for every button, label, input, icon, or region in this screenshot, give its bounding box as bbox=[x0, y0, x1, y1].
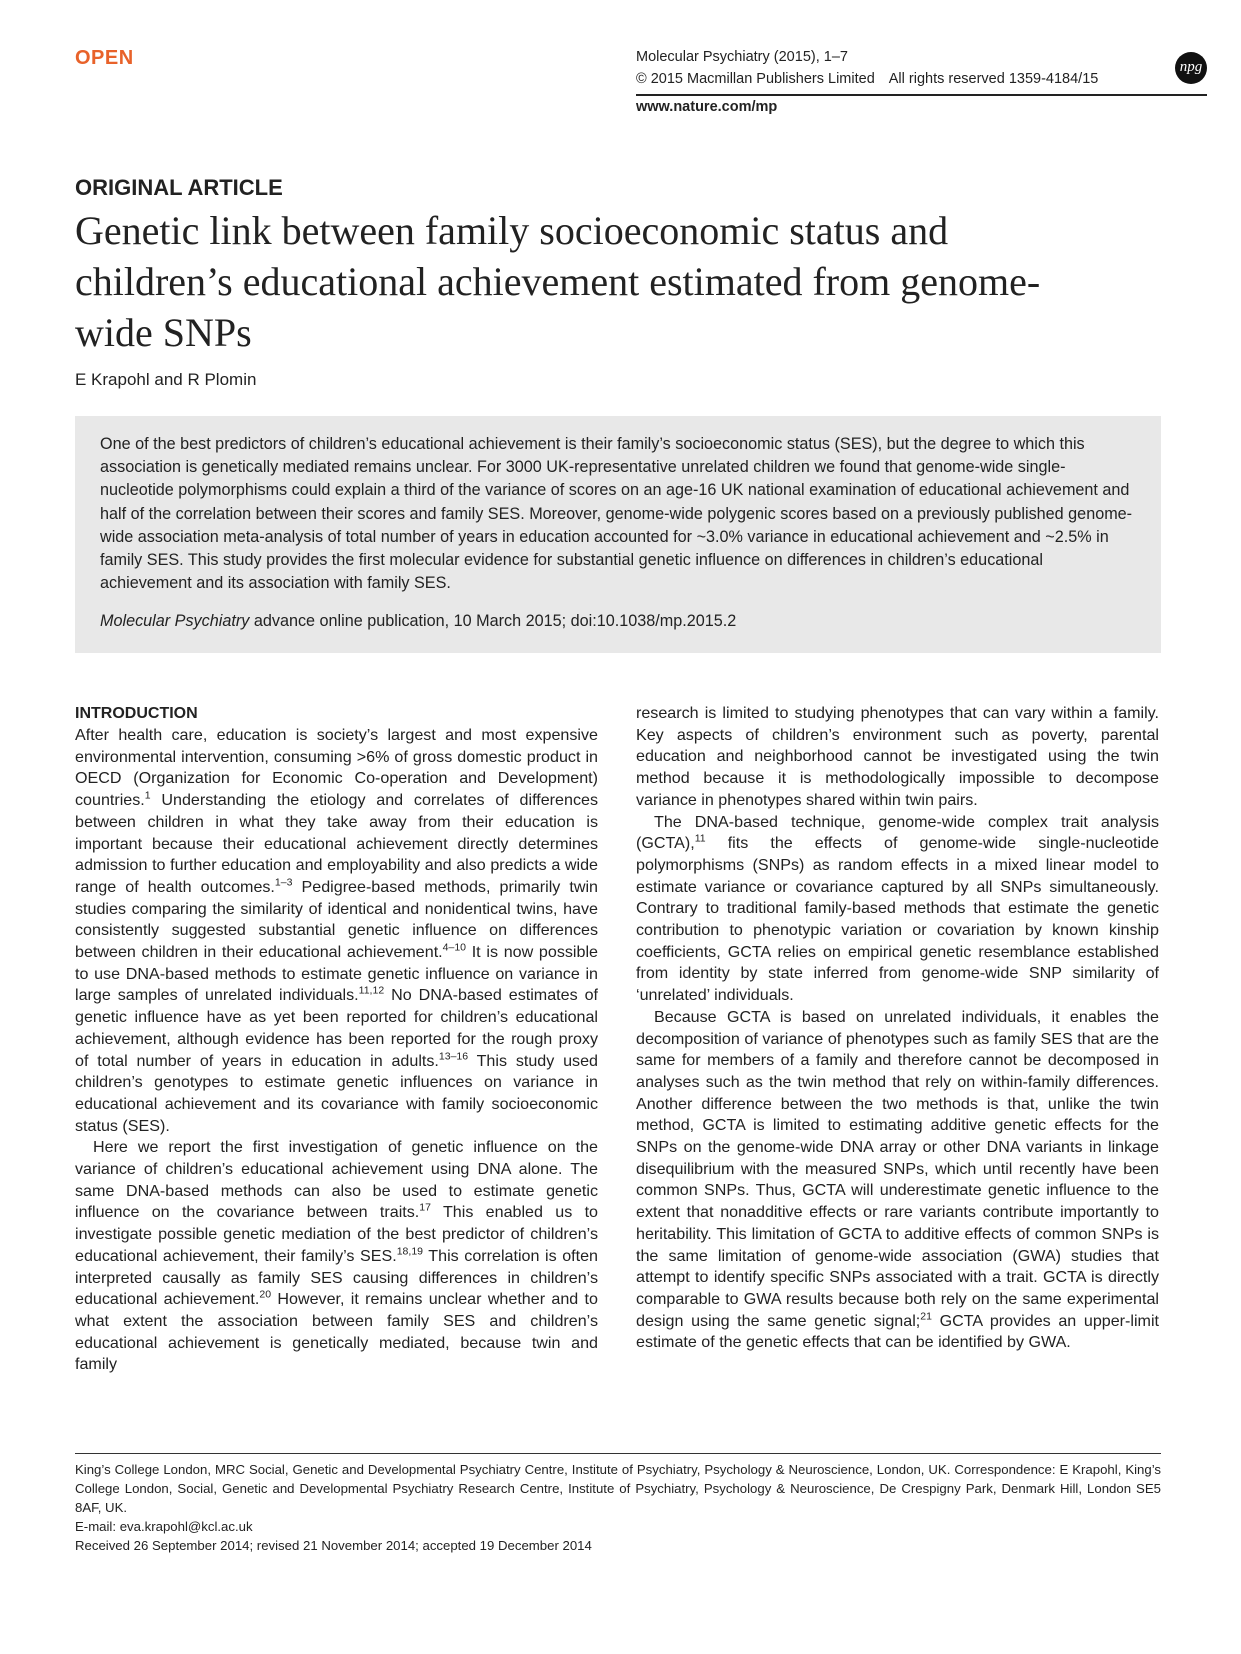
correspondence-email[interactable]: E-mail: eva.krapohl@kcl.ac.uk bbox=[75, 1519, 253, 1534]
journal-info bbox=[636, 46, 1098, 90]
article-title: Genetic link between family socioeconomic status and children’s educational achievement estimated from genome-wide SNPs bbox=[75, 208, 1041, 355]
text-run: The DNA-based technique, genome-wide complex trait analysis (GCTA), bbox=[636, 812, 1159, 853]
authors: E Krapohl and R Plomin bbox=[75, 370, 257, 389]
text-run: However, it remains unclear whether and to what extent the association between family SES and children’s educational achievement is genetically mediated, because twin and family bbox=[75, 1290, 598, 1374]
text-run: After health care, education is society’s largest and most expensive environmental intervention, consuming >6% of gross domestic product in OECD (Organization for Economic Co-operation and Development) countries. bbox=[75, 726, 598, 810]
body-column-right bbox=[636, 703, 1159, 1354]
citation-journal: Molecular Psychiatry bbox=[100, 612, 250, 631]
text-run: This correlation is often interpreted causally as family SES causing differences in children’s educational achievement. bbox=[75, 1246, 598, 1309]
footnote-divider bbox=[75, 1453, 1161, 1454]
open-access-label: OPEN bbox=[75, 47, 134, 69]
rights-statement: All rights reserved 1359-4184/15 bbox=[888, 71, 1099, 87]
reference-superscript[interactable]: 1 bbox=[144, 789, 151, 802]
copyright: © 2015 Macmillan Publishers Limited bbox=[636, 71, 875, 87]
paragraph bbox=[636, 812, 1159, 1007]
text-run: fits the effects of genome-wide single-nucleotide polymorphisms (SNPs) as random effects in a mixed linear model to estimate variance or covariance captured by all SNPs simultaneously. Contrary to traditional family-based methods that estimate the genetic contribution to phenotypic variation or covariation by known kinship coefficients, GCTA relies on empirical genetic resemblance established from identity by state inferred from genome-wide SNP similarity of ‘unrelated’ individuals. bbox=[636, 834, 1159, 1005]
text-run: GCTA provides an upper-limit estimate of the genetic effects that can be identified by GWA. bbox=[636, 1311, 1159, 1352]
header-divider bbox=[636, 94, 1207, 96]
received-dates: Received 26 September 2014; revised 21 November 2014; accepted 19 December 2014 bbox=[75, 1538, 592, 1553]
text-run: This enabled us to investigate possible genetic mediation of the best predictor of children’s educational achievement, their family’s SES. bbox=[75, 1203, 598, 1265]
reference-superscript[interactable]: 17 bbox=[419, 1202, 431, 1215]
footnote bbox=[75, 1460, 1161, 1555]
section-heading-introduction: INTRODUCTION bbox=[75, 705, 198, 722]
affiliation: King’s College London, MRC Social, Genetic and Developmental Psychiatry Centre, Institute of Psychiatry, Psychology & Neuroscience, London, UK. Correspondence: E Krapohl, King’s College London, Social, Genetic and Developmental Psychiatry Research Centre, Institute of Psychiatry, Psychology & Neuroscience, De Crespigny Park, Denmark Hill, London SE5 8AF, UK. bbox=[75, 1462, 1161, 1515]
npg-logo-icon: npg bbox=[1175, 52, 1207, 84]
paragraph bbox=[75, 1137, 598, 1376]
text-run: It is now possible to use DNA-based methods to estimate genetic influence on variance in large samples of unrelated individuals. bbox=[75, 943, 598, 1005]
text-run: Because GCTA is based on unrelated individuals, it enables the decomposition of variance of phenotypes such as family SES that are the same for members of a family and therefore cannot be decomposed in analyses such as the twin method that rely on within-family differences. Another difference between the two methods is that, unlike the twin method, GCTA is limited to estimating additive genetic effects for the SNPs on the genome-wide DNA array or other DNA variants in linkage disequilibrium with the measured SNPs, which until recently have been common SNPs. Thus, GCTA will underestimate genetic influence to the extent that nonadditive effects or rare variants contribute importantly to heritability. This limitation of GCTA to additive effects of common SNPs is the same limitation of genome-wide association (GWA) studies that attempt to identify specific SNPs associated with a trait. GCTA is directly comparable to GWA results because both rely on the same experimental design using the same genetic signal; bbox=[636, 1007, 1159, 1330]
reference-superscript[interactable]: 21 bbox=[920, 1310, 932, 1323]
text-run: This study used children’s genotypes to estimate genetic influences on variance in educational achievement and its covariance with family socioeconomic status (SES). bbox=[75, 1051, 598, 1135]
text-run: Here we report the first investigation of genetic influence on the variance of children’s educational achievement using DNA alone. The same DNA-based methods can also be used to estimate genetic influence on the covariance between traits. bbox=[75, 1138, 598, 1222]
paragraph bbox=[75, 725, 598, 1137]
citation-line bbox=[100, 612, 1136, 631]
paragraph: research is limited to studying phenotypes that can vary within a family. Key aspects of children’s environment such as poverty, parental education and neighborhood cannot be investigated using the twin method because it is methodologically impossible to decompose variance in phenotypes shared within twin pairs. bbox=[636, 704, 1159, 809]
reference-superscript[interactable]: 1–3 bbox=[274, 876, 293, 889]
text-run: Pedigree-based methods, primarily twin studies comparing the similarity of identical and nonidentical twins, have consistently suggested substantial genetic influence on differences between children in their educational achievement. bbox=[75, 877, 599, 962]
text-run: Understanding the etiology and correlates of differences between children in what they take away from their education is important because their educational achievement directly determines admission to further education and employability and also predicts a wide range of health outcomes. bbox=[75, 791, 598, 896]
abstract-box bbox=[75, 416, 1161, 653]
text-run: No DNA-based estimates of genetic influence have as yet been reported for children’s educational achievement, although evidence has been reported for the rough proxy of total number of years in education in adults. bbox=[75, 986, 598, 1070]
article-type: ORIGINAL ARTICLE bbox=[75, 175, 283, 200]
abstract-text: One of the best predictors of children’s educational achievement is their family’s socioeconomic status (SES), but the degree to which this association is genetically mediated remains unclear. For 3000 UK-representative unrelated children we found that genome-wide single-nucleotide polymorphisms could explain a third of the variance of scores on an age-16 UK national examination of educational achievement and half of the correlation between their scores and family SES. Moreover, genome-wide polygenic scores based on a previously published genome-wide association meta-analysis of total number of years in education accounted for ~3.0% variance in educational achievement and ~2.5% in family SES. This study provides the first molecular evidence for substantial genetic influence on differences in children’s educational achievement and its association with family SES. bbox=[100, 435, 1133, 593]
journal-line: Molecular Psychiatry (2015), 1–7 bbox=[636, 49, 848, 65]
citation-details: advance online publication, 10 March 2015; doi:10.1038/mp.2015.2 bbox=[249, 612, 737, 631]
reference-superscript[interactable]: 18,19 bbox=[396, 1245, 423, 1258]
reference-superscript[interactable]: 20 bbox=[259, 1288, 272, 1301]
reference-superscript[interactable]: 4–10 bbox=[442, 941, 466, 954]
copyright-line bbox=[636, 68, 1098, 90]
paragraph bbox=[636, 1007, 1159, 1354]
reference-superscript[interactable]: 11,12 bbox=[358, 985, 385, 998]
journal-url-link[interactable]: www.nature.com/mp bbox=[636, 99, 778, 115]
reference-superscript[interactable]: 13–16 bbox=[438, 1050, 469, 1063]
reference-superscript[interactable]: 11 bbox=[694, 832, 706, 845]
body-column-left bbox=[75, 703, 598, 1376]
